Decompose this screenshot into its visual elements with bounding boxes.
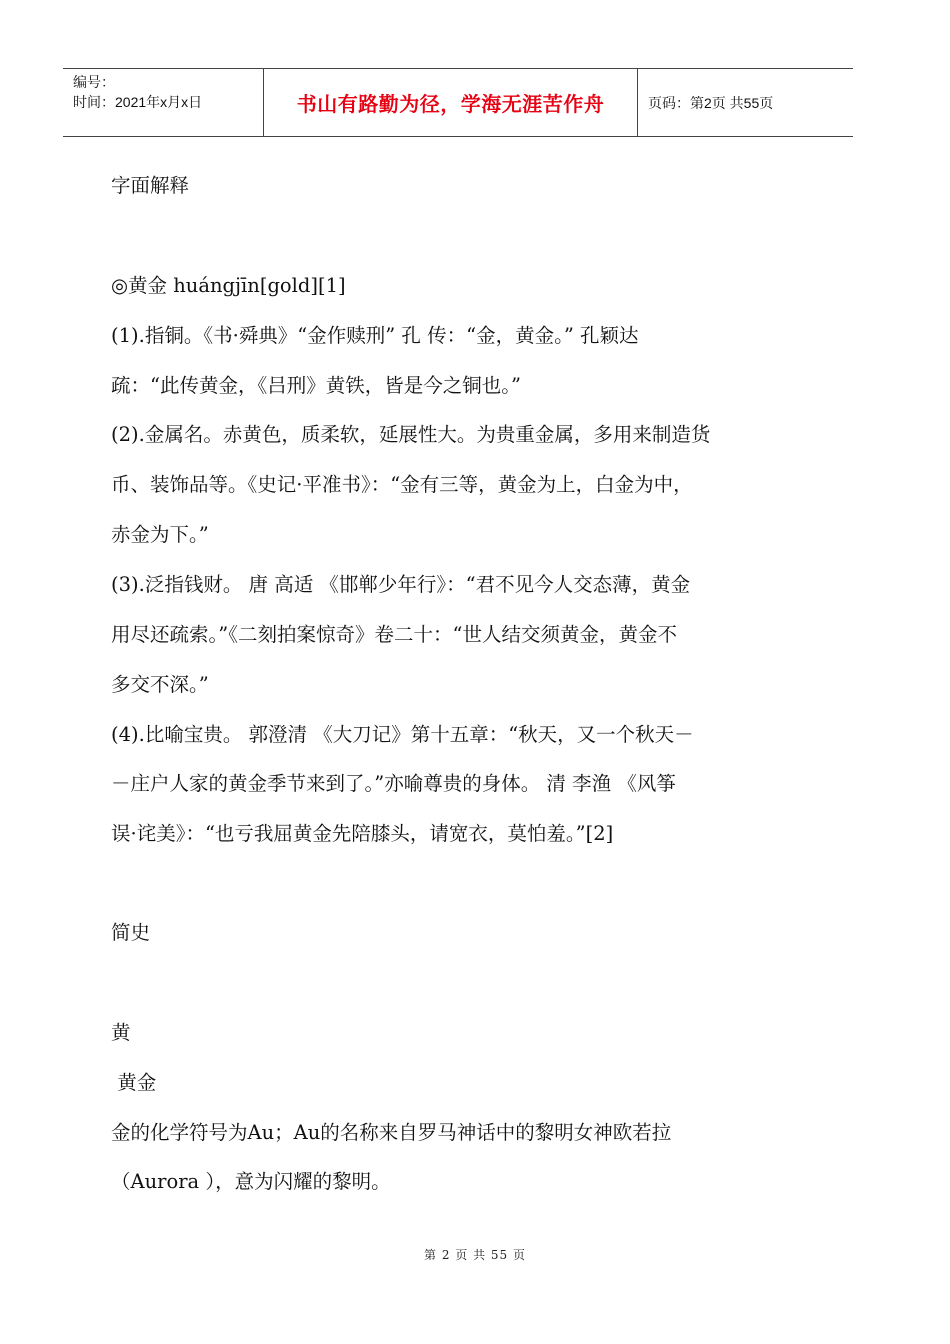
serial-label: 编号： [73, 74, 115, 90]
paragraph-3-line-2: 用尽还疏索。”《二刻拍案惊奇》卷二十：“世人结交须黄金，黄金不 [111, 623, 677, 646]
paragraph-2-line-1: (2).金属名。赤黄色，质柔软，延展性大。为贵重金属，多用来制造货 [111, 423, 711, 446]
heading-history: 简史 [111, 921, 151, 944]
header-meta [63, 69, 264, 136]
entry-line: ◎黄金 huángjīn[gold][1] [111, 274, 346, 297]
page-header [63, 68, 853, 137]
paragraph-3-line-1: (3).泛指钱财。 唐 高适 《邯郸少年行》：“君不见今人交态薄，黄金 [111, 573, 691, 596]
paragraph-1-line-2: 疏：“此传黄金，《吕刑》黄铁，皆是今之铜也。” [111, 374, 521, 397]
heading-literal: 字面解释 [111, 174, 190, 197]
paragraph-1-line-1: (1).指铜。《书·舜典》“金作赎刑” 孔 传：“金，黄金。” 孔颖达 [111, 324, 639, 347]
paragraph-4-line-1: (4).比喻宝贵。 郭澄清 《大刀记》第十五章：“秋天，又一个秋天－ [111, 723, 694, 746]
word-huangjin: 黄金 [111, 1071, 157, 1094]
paragraph-4-line-3: 误·诧美》：“也亏我屈黄金先陪膝头，请宽衣，莫怕羞。”[2] [111, 822, 614, 845]
char-huang: 黄 [111, 1021, 131, 1044]
paragraph-2-line-2: 币、装饰品等。《史记·平准书》：“金有三等，黄金为上，白金为中， [111, 473, 693, 496]
au-line-1: 金的化学符号为Au；Au的名称来自罗马神话中的黎明女神欧若拉 [111, 1121, 672, 1144]
paragraph-2-line-3: 赤金为下。” [111, 523, 209, 546]
header-motto: 书山有路勤为径，学海无涯苦作舟 [264, 69, 638, 136]
au-line-2: （Aurora ），意为闪耀的黎明。 [111, 1170, 391, 1193]
page-footer: 第 2 页 共 55 页 [424, 1248, 526, 1262]
date-label: 时间：2021年x月x日 [73, 94, 203, 110]
paragraph-4-line-2: －庄户人家的黄金季节来到了。”亦喻尊贵的身体。 清 李渔 《风筝 [111, 772, 676, 795]
header-page-info: 页码：第2页 共55页 [648, 94, 774, 111]
paragraph-3-line-3: 多交不深。” [111, 673, 209, 696]
